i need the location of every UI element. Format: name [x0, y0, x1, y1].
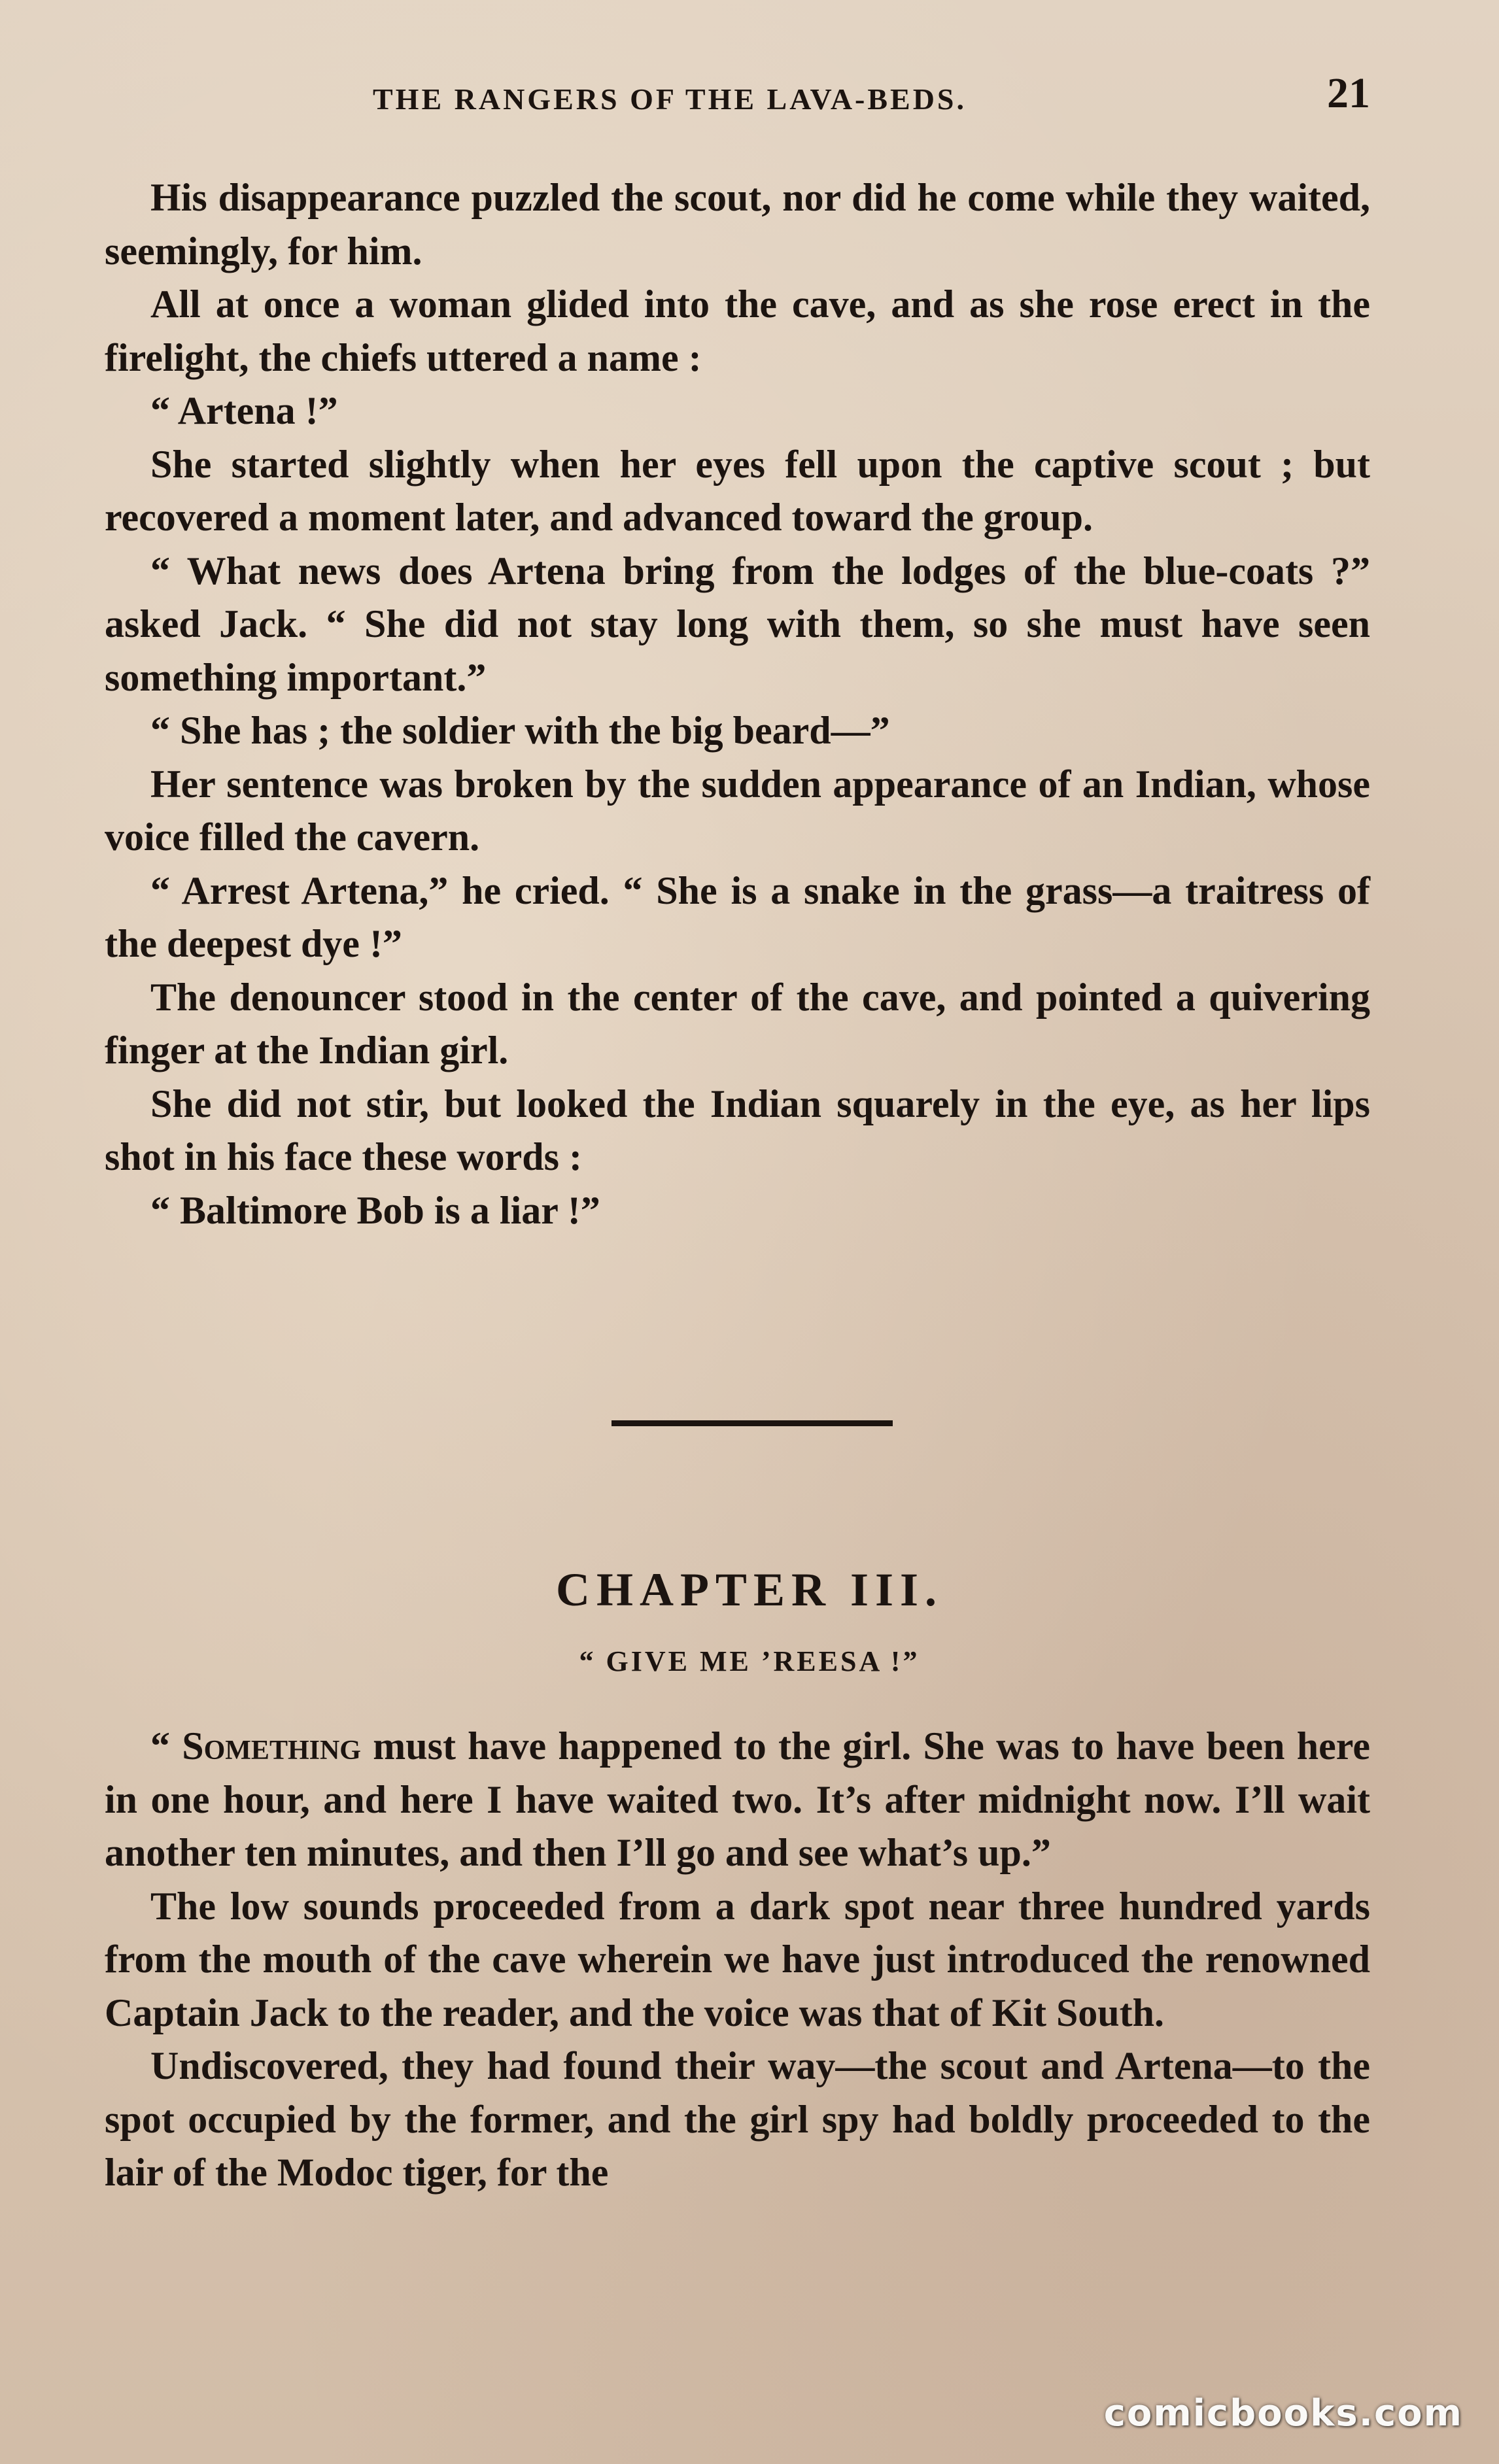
- section-divider: [612, 1420, 893, 1426]
- running-title: THE RANGERS OF THE LAVA-BEDS.: [373, 82, 967, 116]
- page-number: 21: [1327, 69, 1370, 117]
- opening-lead-word: “ Something: [150, 1724, 361, 1768]
- paragraph: “ Artena !”: [150, 389, 338, 432]
- paragraph: She started slightly when her eyes fell upon the captive scout ; but recovered a moment later, and advanced toward the group.: [105, 442, 1370, 539]
- paragraph: The denouncer stood in the center of the cave, and pointed a quivering finger at the Indian girl.: [105, 975, 1370, 1072]
- paragraph: Her sentence was broken by the sudden appearance of an Indian, whose voice filled the cavern.: [105, 762, 1370, 859]
- paragraph: “ Arrest Artena,” he cried. “ She is a snake in the grass—a traitress of the deepest dye !”: [105, 868, 1370, 965]
- page-header: [105, 69, 1370, 128]
- watermark-logo: comicbooks.com: [1103, 2392, 1463, 2435]
- paragraph: All at once a woman glided into the cave, and as she rose erect in the firelight, the chiefs uttered a name :: [105, 282, 1370, 379]
- paragraph: His disappearance puzzled the scout, nor did he come while they waited, seemingly, for him.: [105, 176, 1370, 273]
- opening-paragraph-text: must have happened to the girl. She was to have been here in one hour, and here I have waited two. It’s after midnight now. I’ll wait another ten minutes, and then I’ll go and see what’s up.”: [105, 1724, 1370, 1874]
- opening-paragraph: [105, 1720, 1370, 1880]
- text-after-chapter: [105, 1720, 1370, 2200]
- paragraph: Undiscovered, they had found their way—the scout and Artena—to the spot occupied by the former, and the girl spy had boldly proceeded to the lair of the Modoc tiger, for the: [105, 2044, 1370, 2194]
- paragraph: “ Baltimore Bob is a liar !”: [150, 1188, 600, 1232]
- chapter-title: CHAPTER III.: [555, 1564, 944, 1616]
- paragraph: She did not stir, but looked the Indian squarely in the eye, as her lips shot in his face these words :: [105, 1082, 1370, 1178]
- text-before-chapter: [105, 171, 1370, 1237]
- paragraph: “ She has ; the soldier with the big beard—”: [150, 709, 890, 752]
- paragraph: “ What news does Artena bring from the lodges of the blue-coats ?” asked Jack. “ She did not stay long with them, so she must have seen something important.”: [105, 549, 1370, 699]
- chapter-subtitle: “ GIVE ME ’REESA !”: [579, 1645, 920, 1677]
- paragraph: The low sounds proceeded from a dark spot near three hundred yards from the mouth of the cave wherein we have just introduced the renowned Captain Jack to the reader, and the voice was that of Kit South.: [105, 1884, 1370, 2034]
